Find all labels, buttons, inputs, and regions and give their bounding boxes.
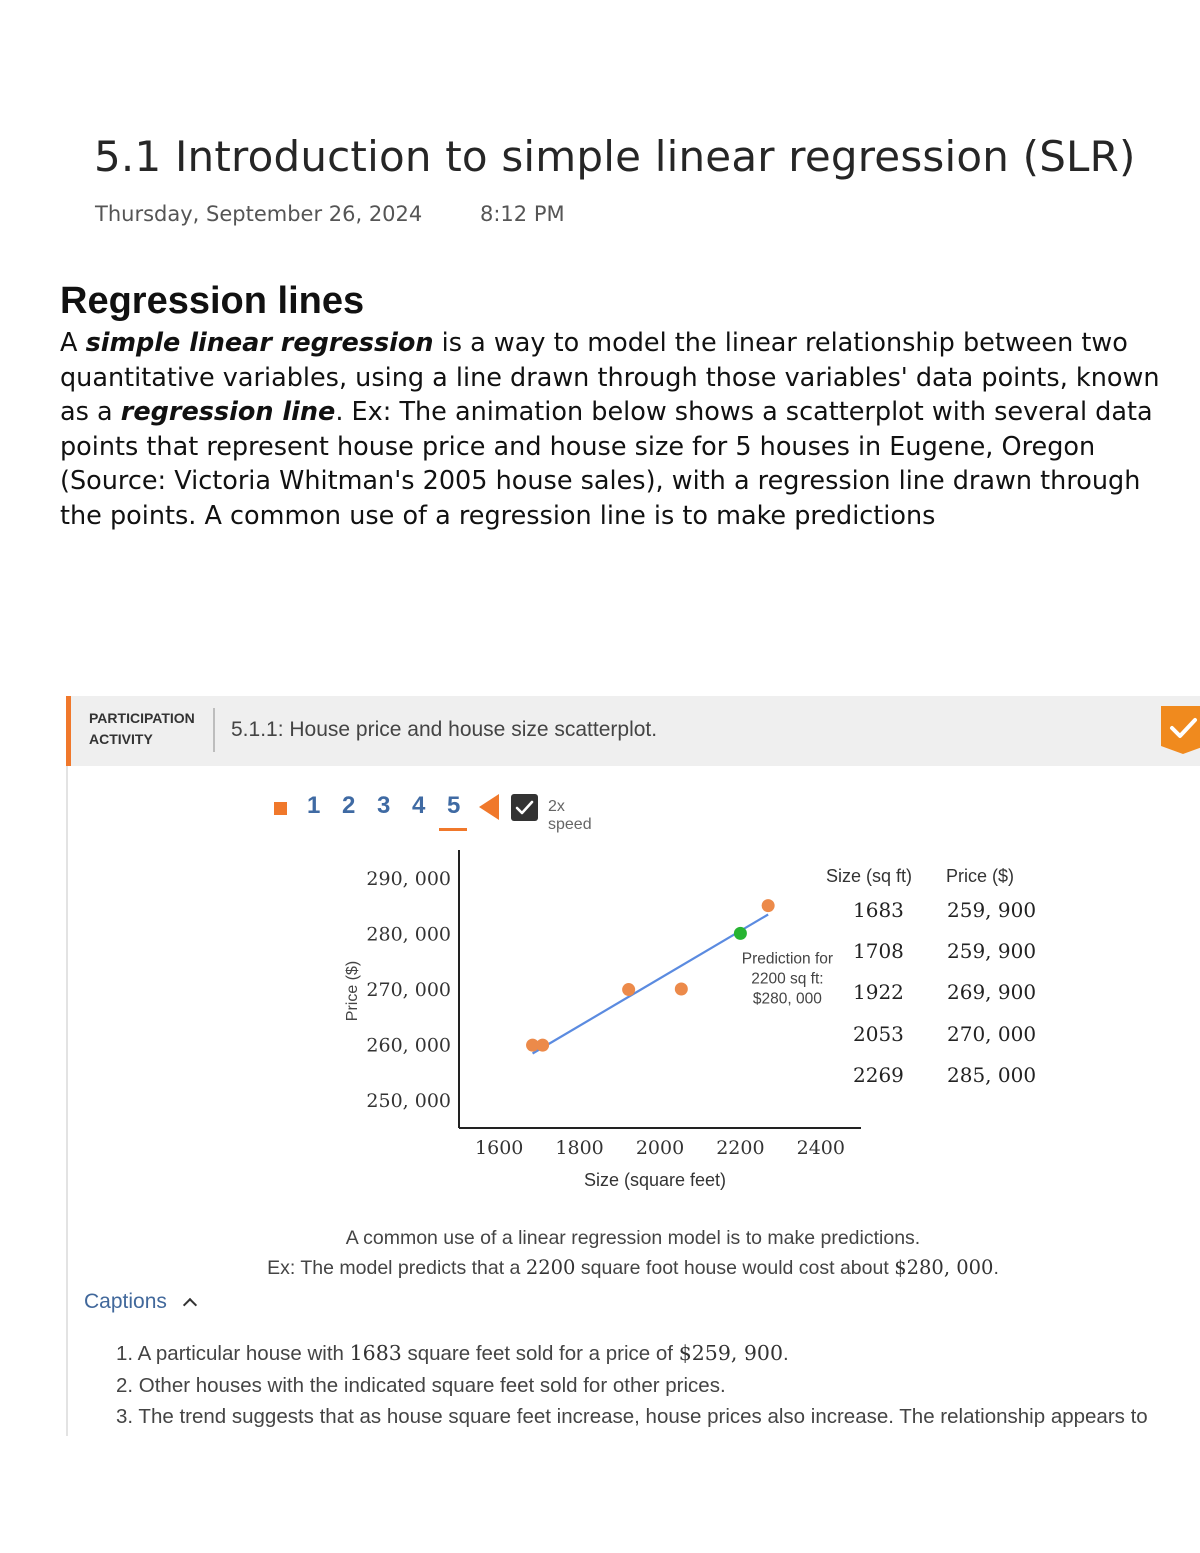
participation-activity	[66, 696, 1200, 1436]
page-title: 5.1 Introduction to simple linear regression (SLR)	[94, 132, 1136, 181]
chevron-up-icon	[183, 1298, 197, 1312]
data-point	[536, 1039, 549, 1052]
table-cell: 285, 000	[947, 1063, 1037, 1087]
term-simple-linear-regression: simple linear regression	[85, 328, 434, 358]
section-heading: Regression lines	[60, 280, 365, 322]
term-regression-line: regression line	[120, 397, 336, 427]
captions-toggle[interactable]	[84, 1290, 195, 1314]
table-cell: 1922	[853, 980, 904, 1004]
step-1-button[interactable]: 1	[307, 792, 321, 819]
caption-text: .	[993, 1257, 999, 1279]
step-2-button[interactable]: 2	[342, 792, 356, 819]
note-time: 8:12 PM	[480, 202, 565, 226]
caption-line: A common use of a linear regression model is to make predictions.	[345, 1227, 921, 1249]
x-tick-label: 2000	[635, 1137, 685, 1159]
captions-toggle-label: Captions	[84, 1290, 167, 1313]
step-5-button[interactable]: 5	[447, 792, 461, 819]
regression-line	[533, 914, 769, 1053]
activity-title: 5.1.1: House price and house size scatterplot.	[231, 718, 658, 741]
captions-list	[116, 1338, 1200, 1433]
caption-text: 1. A particular house with	[116, 1342, 350, 1365]
stop-icon[interactable]	[274, 802, 287, 815]
note-date: Thursday, September 26, 2024	[95, 202, 423, 226]
prediction-point	[734, 927, 747, 940]
table-cell: 1708	[853, 939, 904, 963]
caption-number: 1683	[349, 1341, 402, 1365]
prediction-annotation: 2200 sq ft:	[751, 970, 824, 988]
caption-item: 2. Other houses with the indicated square feet sold for other prices.	[116, 1373, 726, 1397]
caption-item: 3. The trend suggests that as house square feet increase, house prices also increase. The relationship appears to	[116, 1405, 1148, 1428]
x-axis-title: Size (square feet)	[583, 1170, 727, 1190]
caption-number: $280, 000	[894, 1256, 994, 1279]
table-header-price: Price ($)	[946, 866, 1015, 886]
caption-text: Ex: The model predicts that a	[267, 1257, 526, 1279]
caption-line	[66, 1253, 1200, 1283]
table-cell: 259, 900	[947, 898, 1037, 922]
play-back-icon[interactable]	[479, 794, 499, 820]
data-point	[762, 899, 775, 912]
table-cell: 2269	[853, 1063, 904, 1087]
table-header-size: Size (sq ft)	[826, 866, 913, 886]
intro-text: . Ex: The animation below shows a scatterplot with several data points that represent house price and house size for 5 houses in Eugene, Oregon (Source: Victoria Whitman's 2005 house sales), with a regression line drawn through the points. A common use of a regression line is to make predictions	[60, 397, 1153, 531]
caption-text: square feet sold for a price of	[401, 1342, 679, 1365]
x-tick-label: 1800	[555, 1137, 604, 1159]
activity-left-rule	[66, 766, 68, 1436]
prediction-annotation: Prediction for	[741, 950, 834, 968]
prediction-annotation: $280, 000	[752, 990, 822, 1008]
intro-text: is a way to model the linear relationship between two quantitative variables, using a line drawn through those variables' data points, known as a	[60, 328, 1160, 427]
x-tick-label: 1600	[475, 1137, 524, 1159]
y-axis-title: Price ($)	[344, 960, 361, 1022]
caption-text: square foot house would cost about	[575, 1257, 895, 1279]
caption-item	[116, 1338, 1200, 1370]
caption-text: .	[783, 1342, 789, 1365]
intro-text: A	[60, 328, 86, 358]
current-step-indicator	[439, 828, 467, 831]
table-cell: 1683	[853, 898, 904, 922]
step-4-button[interactable]: 4	[412, 792, 426, 819]
table-cell: 2053	[853, 1022, 904, 1046]
y-tick-label: 250, 000	[366, 1090, 451, 1113]
intro-paragraph	[60, 326, 1170, 533]
checkmark-icon	[511, 794, 538, 821]
activity-kind-line: ACTIVITY	[89, 731, 153, 747]
data-point	[622, 983, 635, 996]
y-tick-label: 260, 000	[366, 1034, 451, 1057]
x-tick-label: 2400	[796, 1137, 845, 1159]
y-tick-label: 280, 000	[366, 923, 451, 946]
step-3-button[interactable]: 3	[377, 792, 391, 819]
scatter-chart	[321, 846, 881, 1196]
y-tick-label: 290, 000	[366, 867, 451, 890]
speed-label: 2x speed	[548, 798, 592, 833]
speed-checkbox[interactable]	[511, 794, 538, 821]
activity-kind	[89, 708, 209, 750]
y-tick-label: 270, 000	[366, 979, 451, 1001]
caption-number: 2200	[525, 1256, 576, 1279]
step-caption	[66, 1224, 1200, 1283]
data-point	[675, 983, 688, 996]
table-cell: 259, 900	[947, 939, 1037, 963]
table-cell: 270, 000	[947, 1022, 1037, 1046]
table-cell: 269, 900	[947, 980, 1037, 1004]
activity-header	[66, 696, 1200, 766]
completed-check-icon	[1161, 706, 1200, 754]
x-tick-label: 2200	[716, 1137, 765, 1159]
header-divider	[213, 708, 215, 752]
caption-number: $259, 900	[678, 1341, 784, 1365]
activity-kind-line: PARTICIPATION	[89, 710, 195, 726]
